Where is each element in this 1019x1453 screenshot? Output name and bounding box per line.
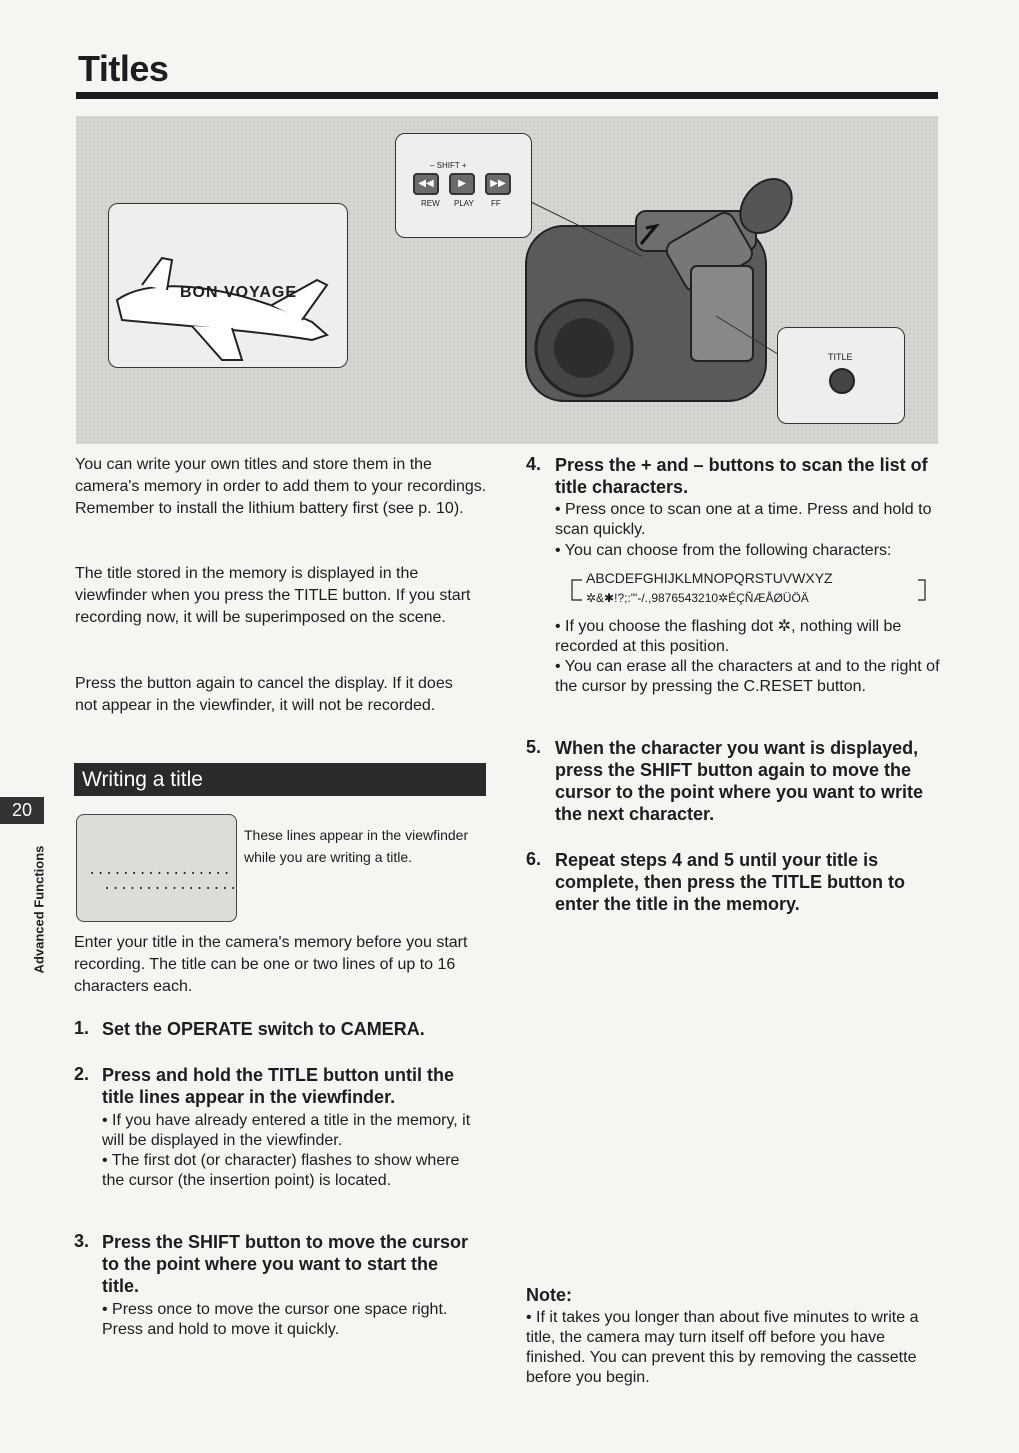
step-3-title: Press the SHIFT button to move the cursor to the point where you want to start the title.: [102, 1232, 469, 1296]
step-2-title: Press and hold the TITLE button until the title lines appear in the viewfinder.: [102, 1065, 454, 1107]
play-button[interactable]: ▶: [449, 173, 475, 195]
note-heading: Note:: [526, 1285, 572, 1305]
viewfinder-dots-line2: ················: [103, 881, 238, 897]
character-set-line-2: ✲&✱!?;:"'-/.,9876543210✲ÉÇÑÆÅØÜÖÄ: [586, 591, 809, 605]
note-text: • If it takes you longer than about five minutes to write a title, the camera may turn itself off before you have finished. You can prevent this by removing the cassette before you begin.: [526, 1309, 919, 1386]
camcorder-body: [526, 169, 802, 401]
step-4-bullet-2: • You can choose from the following characters:: [555, 542, 892, 559]
side-section-label: Advanced Functions: [31, 845, 47, 974]
step-4-number: 4.: [526, 454, 542, 474]
step-4-bullet-3: • If you choose the flashing dot ✲, nothing will be recorded at this position.: [555, 618, 902, 655]
step-4-bullet-1: • Press once to scan one at a time. Press and hold to scan quickly.: [555, 501, 932, 538]
step-6-title: Repeat steps 4 and 5 until your title is complete, then press the TITLE button to enter the title in the memory.: [555, 850, 906, 914]
ff-button[interactable]: ▶▶: [485, 173, 511, 195]
step-3-number: 3.: [74, 1231, 90, 1251]
step-2-number: 2.: [74, 1064, 90, 1084]
step-4-title: Press the + and – buttons to scan the list of title characters.: [555, 455, 928, 497]
step-1-title: Set the OPERATE switch to CAMERA.: [102, 1019, 425, 1039]
viewfinder-caption: These lines appear in the viewfinder while you are writing a title.: [244, 827, 469, 865]
step-3-bullet-1: • Press once to move the cursor one space right. Press and hold to move it quickly.: [102, 1301, 448, 1338]
step-5-number: 5.: [526, 737, 542, 757]
section-heading-writing-a-title: Writing a title: [74, 763, 486, 796]
step-2-bullet-2: • The first dot (or character) flashes to show where the cursor (the insertion point) is located.: [102, 1152, 460, 1189]
page-number-tab: 20: [0, 797, 44, 824]
intro-paragraph-2: The title stored in the memory is displayed in the viewfinder when you press the TITLE button. If you start recording now, it will be superimposed on the scene.: [75, 565, 471, 626]
viewfinder-dots-line1: ·················: [88, 866, 231, 882]
page-title: Titles: [78, 48, 169, 89]
step-2-bullet-1: • If you have already entered a title in the memory, it will be displayed in the viewfinder.: [102, 1112, 471, 1149]
writing-intro: Enter your title in the camera's memory before you start recording. The title can be one or two lines of up to 16 characters each.: [74, 934, 468, 995]
step-4-bullet-4: • You can erase all the characters at and to the right of the cursor by pressing the C.RESET button.: [555, 658, 940, 695]
rew-button[interactable]: ◀◀: [413, 173, 439, 195]
title-button-label: TITLE: [828, 352, 853, 362]
title-divider: [76, 92, 938, 99]
ff-label: FF: [491, 199, 501, 208]
airplane-icon: [112, 250, 342, 365]
step-1-number: 1.: [74, 1018, 90, 1038]
intro-paragraph-3: Press the button again to cancel the display. If it does not appear in the viewfinder, it will not be recorded.: [75, 675, 453, 714]
play-label: PLAY: [454, 199, 474, 208]
intro-paragraph-1: You can write your own titles and store them in the camera's memory in order to add them to your recordings. Remember to install the lithium battery first (see p. 10).: [75, 456, 487, 517]
shift-label: – SHIFT +: [430, 161, 467, 170]
step-5-title: When the character you want is displayed, press the SHIFT button again to move the cursor to the point where you want to write the next character.: [555, 738, 924, 824]
character-set-line-1: ABCDEFGHIJKLMNOPQRSTUVWXYZ: [586, 570, 833, 586]
overlay-title-text: BON VOYAGE: [180, 284, 297, 301]
rew-label: REW: [421, 199, 440, 208]
title-button[interactable]: [829, 368, 855, 394]
step-6-number: 6.: [526, 849, 542, 869]
